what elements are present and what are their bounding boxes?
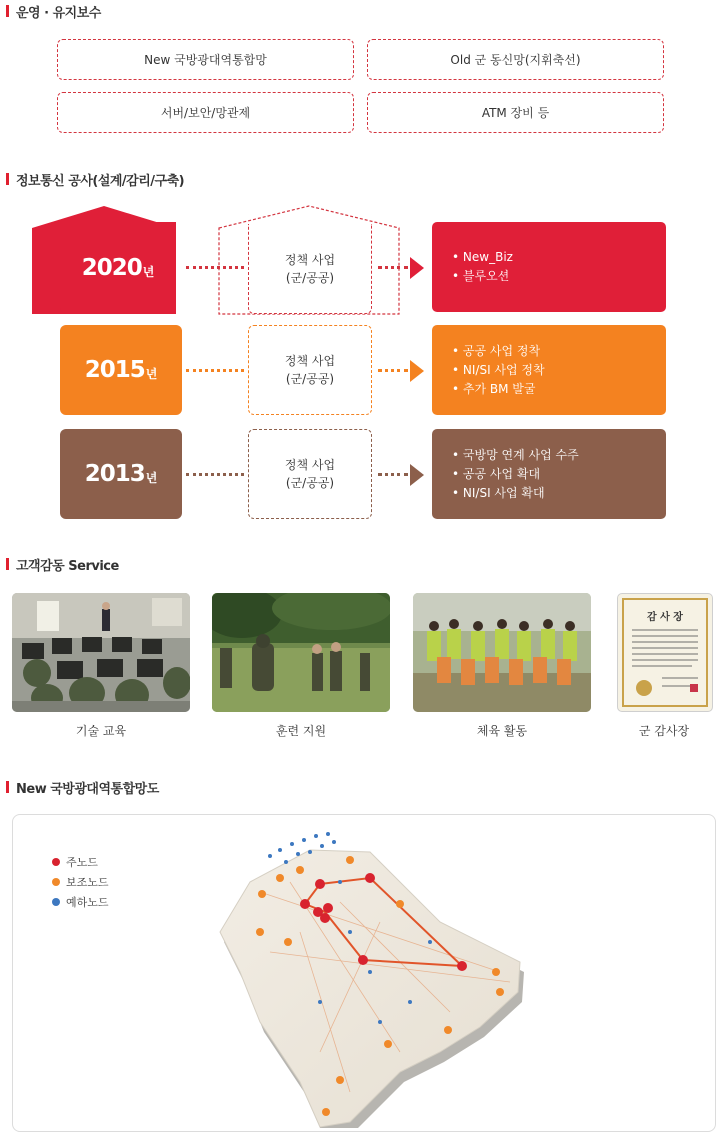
connector-dots — [378, 473, 408, 476]
policy-line: 정책 사업 — [284, 458, 336, 472]
result-item: • 블루오션 — [452, 269, 510, 283]
connector-dots — [186, 369, 244, 372]
photo-tech-education — [12, 593, 190, 712]
year-number: 2020 — [81, 255, 142, 281]
result-item: • 추가 BM 발굴 — [452, 381, 536, 396]
policy-line: (군/공공) — [285, 270, 335, 285]
photo-certificate — [617, 593, 713, 712]
photo-caption: 체육 활동 — [476, 724, 528, 738]
section-marker — [6, 781, 9, 793]
training-illustration — [212, 593, 390, 712]
result-item: • New_Biz — [452, 250, 513, 264]
policy-box-2015 — [248, 325, 372, 415]
classroom-illustration — [12, 593, 190, 712]
certificate-heading: 감 사 장 — [647, 612, 683, 623]
result-item: • 공공 사업 정착 — [452, 343, 541, 358]
local-node-dot-icon — [52, 898, 60, 906]
section-marker — [6, 558, 9, 570]
photo-sports-activity — [413, 593, 591, 712]
certificate-text-lines — [632, 626, 698, 706]
result-item: • 공공 사업 확대 — [452, 466, 541, 481]
photo-caption: 군 감사장 — [638, 724, 690, 738]
photo-caption: 기술 교육 — [75, 724, 127, 738]
year-box-2013 — [60, 429, 182, 519]
section-title-service — [6, 555, 119, 573]
legend-item-local-node: 예하노드 — [52, 892, 109, 912]
year-unit: 년 — [145, 470, 158, 485]
ops-item: Old 군 동신망(지휘축선) — [367, 39, 664, 80]
ops-item: ATM 장비 등 — [367, 92, 664, 133]
connector-dots — [378, 266, 408, 269]
section-title-text: 운영 · 유지보수 — [16, 5, 101, 21]
year-number: 2015 — [84, 357, 145, 383]
photo-caption: 훈련 지원 — [275, 724, 327, 738]
year-unit: 년 — [142, 264, 155, 279]
legend-item-sub-node: 보조노드 — [52, 872, 109, 892]
network-map-illustration — [200, 822, 540, 1128]
connector-dots — [378, 369, 408, 372]
sports-illustration — [413, 593, 591, 712]
section-marker — [6, 173, 9, 185]
result-item: • NI/SI 사업 정착 — [452, 362, 545, 377]
section-title-construction — [6, 170, 184, 188]
section-title-text: 정보통신 공사(설계/감리/구축) — [16, 173, 185, 189]
result-box-2013 — [432, 429, 666, 519]
year-box-2020 — [60, 222, 176, 314]
result-box-2020 — [432, 222, 666, 312]
section-title-text: 고객감동 Service — [16, 558, 119, 574]
ops-item: 서버/보안/망관제 — [57, 92, 354, 133]
result-item: • NI/SI 사업 확대 — [452, 485, 545, 500]
year-unit: 년 — [145, 366, 158, 381]
result-box-2015 — [432, 325, 666, 415]
arrow-icon — [410, 464, 424, 486]
photo-training-support — [212, 593, 390, 712]
section-title-ops — [6, 2, 101, 20]
connector-dots — [186, 473, 244, 476]
year-number: 2013 — [84, 461, 145, 487]
policy-line: 정책 사업 — [284, 252, 336, 267]
connector-dots — [186, 266, 244, 269]
year-box-2015 — [60, 325, 182, 415]
main-node-dot-icon — [52, 858, 60, 866]
arrow-icon — [410, 360, 424, 382]
arrow-icon — [410, 257, 424, 279]
policy-line: (군/공공) — [285, 372, 335, 386]
policy-box-2013 — [248, 429, 372, 519]
map-legend — [52, 852, 109, 912]
section-title-map — [6, 778, 159, 796]
policy-line: (군/공공) — [285, 476, 335, 490]
sub-node-dot-icon — [52, 878, 60, 886]
ops-item: New 국방광대역통합망 — [57, 39, 354, 80]
section-marker — [6, 5, 9, 17]
legend-item-main-node: 주노드 — [52, 852, 109, 872]
policy-line: 정책 사업 — [284, 354, 336, 368]
section-title-text: New 국방광대역통합망도 — [16, 781, 159, 797]
result-item: • 국방망 연계 사업 수주 — [452, 447, 579, 462]
policy-box-2020 — [248, 224, 372, 314]
